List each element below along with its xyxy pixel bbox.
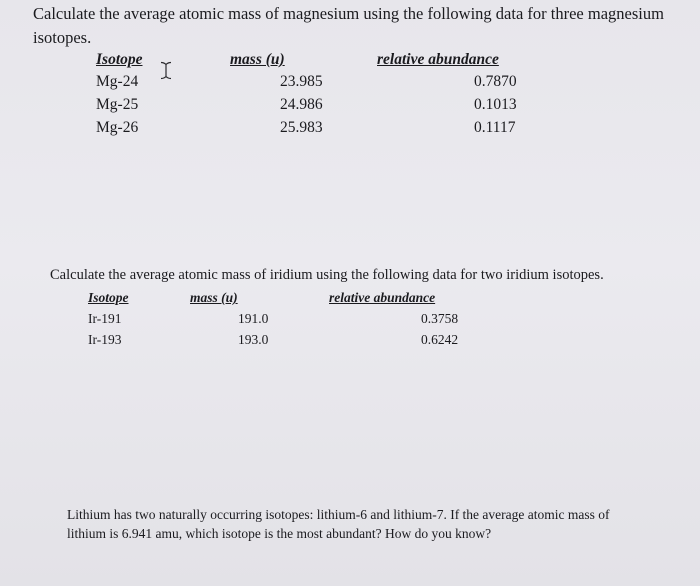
ir-row-2-mass: 193.0 xyxy=(238,332,269,347)
ir-row-2-isotope: Ir-193 xyxy=(88,332,122,347)
mg-row-3-abundance: 0.1117 xyxy=(474,119,516,136)
mg-row-1-mass: 23.985 xyxy=(280,73,323,90)
mg-row-2-mass: 24.986 xyxy=(280,96,323,113)
ir-abundance-header: relative abundance xyxy=(329,290,436,305)
i-beam-cursor-icon xyxy=(160,61,172,80)
ir-row-2-abundance: 0.6242 xyxy=(421,332,459,347)
magnesium-question: Calculate the average atomic mass of magnesium using the following data for three magnesium isotopes. xyxy=(33,4,664,47)
lithium-question: Lithium has two naturally occurring isotopes: lithium-6 and lithium-7. If the average atomic mass of lithium is 6.941 amu, which isotope is the most abundant? How do you know? xyxy=(67,507,610,541)
ir-row-1-isotope: Ir-191 xyxy=(88,311,122,326)
ir-isotope-header: Isotope xyxy=(88,290,129,305)
mg-row-3-isotope: Mg-26 xyxy=(96,119,139,136)
ir-mass-header: mass (u) xyxy=(190,290,238,305)
mg-row-1-abundance: 0.7870 xyxy=(474,73,517,90)
ir-row-1-abundance: 0.3758 xyxy=(421,311,459,326)
mg-row-3-mass: 25.983 xyxy=(280,119,323,136)
mg-row-1-isotope: Mg-24 xyxy=(96,73,139,90)
mg-row-2-isotope: Mg-25 xyxy=(96,96,139,113)
mg-mass-header: mass (u) xyxy=(230,51,285,68)
mg-abundance-header: relative abundance xyxy=(377,51,499,68)
mg-isotope-header: Isotope xyxy=(96,51,143,68)
iridium-question: Calculate the average atomic mass of iridium using the following data for two iridium isotopes. xyxy=(50,267,604,283)
mg-row-2-abundance: 0.1013 xyxy=(474,96,517,113)
ir-row-1-mass: 191.0 xyxy=(238,311,269,326)
